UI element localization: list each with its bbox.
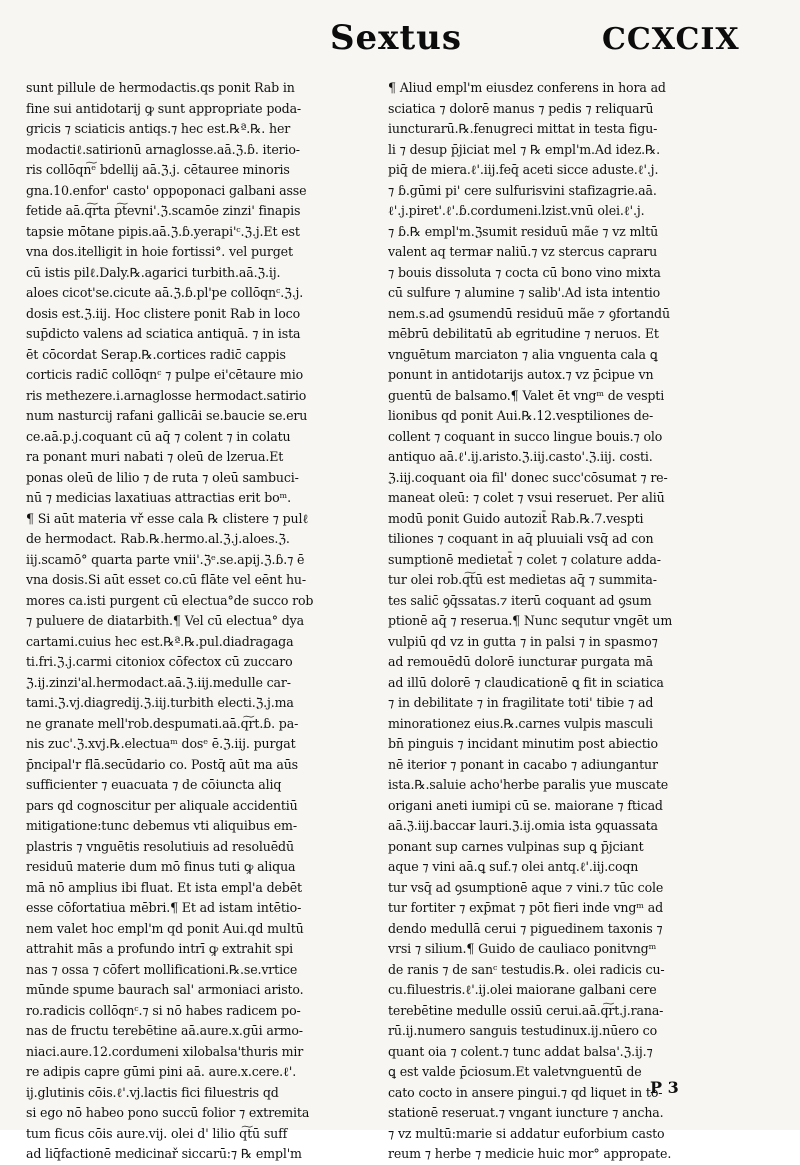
text-line: ro.radicis collōqnᶜ.⁊ si nō habes radicem po-	[26, 1002, 301, 1018]
text-line: pars qd cognoscitur per aliquale accidentiū	[26, 797, 298, 813]
text-line: ℓ'.j.piret'.ℓ'.ɓ.cordumeni.lzist.vnū olei.ℓ'.j.	[388, 203, 645, 218]
text-line: ℨ.ij.zinzi'al.hermodact.aā.ℨ.iij.medulle car-	[26, 674, 291, 690]
text-line: mores ca.isti purgent cū electua°de succo rob	[26, 592, 314, 608]
text-line: li ⁊ desup p̄jiciat mel ⁊ ℞ empl'm.Ad idez.℞.	[388, 141, 661, 157]
text-line: tapsie mōtane pipis.aā.ℨ.ɓ.yerapi'ᶜ.ℨ.j.Et est	[26, 223, 300, 239]
text-line: ad illū dolorē ⁊ claudicationē ꝗ fit in sciatica	[388, 674, 664, 690]
text-line: ponas oleū de lilio ⁊ de ruta ⁊ oleū sambuci-	[26, 469, 299, 485]
text-line: vna dos.itelligit in hoie fortissi°. vel purget	[26, 244, 293, 259]
text-line: ti.fri.ℨ.j.carmi citoniox cōfectox cū zuccaro	[26, 654, 293, 669]
text-line: cato cocto in ansere pingui.⁊ qd liquet in to-	[388, 1084, 663, 1100]
text-line: bn̄ pinguis ⁊ incidant minutim post abiectio	[388, 736, 658, 751]
text-line: nis zuc'.ℨ.xvj.℞.electuaᵐ dosᵉ ē.ℨ.iij. purgat	[26, 736, 296, 751]
folio-number: CCXCIX	[602, 22, 740, 57]
text-line: iij.scamō° quarta parte vnii'.ℨᵉ.se.apij.ℨ.ɓ.⁊ ē	[26, 551, 305, 567]
text-line: gricis ⁊ sciaticis antiqs.⁊ hec est.℞ª.℞. her	[26, 121, 291, 136]
text-line: mūnde spume baurach sal' armoniaci aristo.	[26, 982, 304, 997]
text-line: aloes cicot'se.cicute aā.ℨ.ɓ.pl'pe collōqnᶜ.ℨ.j.	[26, 285, 304, 300]
text-line: re adipis capre gūmi pini aā. aure.x.cere.ℓ'.	[26, 1064, 297, 1079]
text-line: nū ⁊ medicias laxatiuas attractias erit boᵐ.	[26, 490, 291, 505]
text-line: ptionē aq̄ ⁊ reserua.¶ Nunc sequtur vngēt um	[388, 613, 673, 628]
text-line: ij.glutinis cōis.ℓ'.vj.lactis fici filuestris qd	[26, 1084, 279, 1100]
text-line: ris methezere.i.arnaglosse hermodact.satirio	[26, 387, 307, 403]
text-line: cū istis pilℓ.Daly.℞.agarici turbith.aā.ℨ.ij.	[26, 264, 281, 280]
text-line: modactiℓ.satirionū arnaglosse.aā.ℨ.ɓ. iterio-	[26, 141, 300, 157]
text-line: ¶ Aliud empl'm eiusdez conferens in hora ad	[388, 80, 666, 95]
text-line: ⁊ in debilitate ⁊ in fragilitate toti' tibie ⁊ ad	[388, 695, 654, 710]
text-line: corticis radic̄ collōqnᶜ ⁊ pulpe ei'cētaure mio	[26, 367, 304, 382]
text-line: ponunt in antidotarijs autox.⁊ vz p̄cipue vn	[388, 367, 654, 382]
text-line: aque ⁊ vini aā.ꝗ suf.⁊ olei antq.ℓ'.iij.coqn	[388, 859, 639, 874]
text-line: ⁊ puluere de diatarbith.¶ Vel cū electua° dya	[26, 613, 304, 628]
text-line: tur olei rob.q͠tū est medietas aq̄ ⁊ summita-	[388, 572, 657, 587]
text-line: ⁊ bouis dissoluta ⁊ cocta cū bono vino mixta	[388, 264, 661, 280]
text-line: nē iterioɍ ⁊ ponant in cacabo ⁊ adiungantur	[388, 756, 658, 772]
text-line: iuncturarū.℞.fenugreci mittat in testa figu-	[388, 121, 658, 136]
text-line: terebētine medulle ossiū cerui.aā.q͠rt.j.rana-	[388, 1002, 664, 1018]
text-line: antiquo aā.ℓ'.ij.aristo.ℨ.iij.casto'.ℨ.iij. costi.	[388, 449, 653, 464]
text-line: sufficienter ⁊ euacuata ⁊ de cōiuncta aliq	[26, 777, 282, 792]
text-line: tes salic̄ ꝯq̄ssatas.⁊ iterū coquant ad ꝯsum	[388, 592, 652, 608]
text-line: ⁊ ɓ.gūmi pi' cere sulfurisvini stafizagrie.aā.	[388, 182, 657, 198]
text-line: valent aq termaɍ naliū.⁊ vz stercus capraru	[388, 244, 658, 259]
text-line: sumptionē medietat̄ ⁊ colet ⁊ colature adda-	[388, 551, 661, 567]
text-line: reum ⁊ herbe ⁊ medicie huic mor° appropate.	[388, 1146, 672, 1161]
text-line: vrsi ⁊ silium.¶ Guido de cauliaco ponitvngᵐ	[388, 941, 657, 956]
text-line: ad remouēdū dolorē iuncturaɍ purgata mā	[388, 654, 654, 669]
text-line: collent ⁊ coquant in succo lingue bouis.⁊ olo	[388, 428, 663, 444]
text-line: de hermodact. Rab.℞.hermo.al.ℨ.j.aloes.ℨ.	[26, 531, 290, 546]
text-line: quant oia ⁊ colent.⁊ tunc addat balsa'.ℨ.ij.⁊	[388, 1043, 653, 1059]
text-line: de ranis ⁊ de sanᶜ testudis.℞. olei radicis cu-	[388, 961, 665, 977]
text-line: nem valet hoc empl'm qd ponit Aui.qd multū	[26, 920, 304, 936]
text-line: vnguētum marciaton ⁊ alia vnguenta cala ꝗ	[388, 346, 658, 362]
text-line: attrahit mās a profundo intrī ꝙ extrahit spi	[26, 941, 293, 956]
text-line: ℨ.iij.coquant oia fil' donec succ'cōsumat ⁊ re-	[388, 469, 668, 485]
text-line: ce.aā.p.j.coquant cū aq̄ ⁊ colent ⁊ in colatu	[26, 428, 291, 444]
text-line: lionibus qd ponit Aui.℞.12.vesptiliones de-	[388, 408, 654, 423]
text-line: cū sulfure ⁊ alumine ⁊ salib'.Ad ista intentio	[388, 285, 661, 300]
text-line: ra ponant muri nabati ⁊ oleū de lzerua.Et	[26, 449, 284, 464]
text-line: nas de fructu terebētine aā.aure.x.gūi armo-	[26, 1023, 303, 1038]
text-line: gna.10.enfor' casto' oppoponaci galbani asse	[26, 182, 307, 198]
text-line: ponant sup carnes vulpinas sup ꝗ p̄jciant	[388, 838, 644, 854]
text-line: num nasturcij rafani gallicāi se.baucie se.eru	[26, 408, 308, 423]
text-line: vna dosis.Si aūt esset co.cū flāte vel eēnt hu-	[26, 572, 306, 587]
text-line: sunt pillule de hermodactis.qs ponit Rab in	[26, 80, 295, 95]
text-line: ris collōqn͠ᵉ bdellij aā.ℨ.j. cētauree minoris	[26, 162, 290, 177]
right-text-column	[388, 78, 760, 1165]
text-line: ⁊ vz multū:marie si addatur euforbium casto	[388, 1125, 665, 1141]
text-line: mēbrū debilitatū ab egritudine ⁊ neruos. Et	[388, 326, 659, 341]
text-line: cu.filuestris.ℓ'.ij.olei maiorane galbani cere	[388, 982, 657, 997]
text-line: niaci.aure.12.cordumeni xilobalsa'thuris mir	[26, 1043, 304, 1059]
text-line: minorationez eius.℞.carnes vulpis masculi	[388, 715, 653, 731]
text-line: fetide aā.q͠rta p͠tevni'.ℨ.scamōe zinzi' finapis	[26, 203, 301, 218]
text-line: guentū de balsamo.¶ Valet ēt vngᵐ de vespti	[388, 387, 665, 403]
text-line: piq̄ de miera.ℓ'.iij.feq̄ aceti sicce aduste.ℓ'.j.	[388, 162, 659, 177]
text-line: sciatica ⁊ dolorē manus ⁊ pedis ⁊ reliquarū	[388, 100, 654, 116]
text-line: nas ⁊ ossa ⁊ cōfert mollificationi.℞.se.vrtice	[26, 961, 298, 977]
text-line: ꝗ est valde p̄ciosum.Et valetvnguentū de	[388, 1064, 642, 1079]
running-title: Sextus	[330, 18, 463, 58]
text-line: cartami.cuius hec est.℞ª.℞.pul.diadragaga	[26, 633, 294, 649]
text-line: mā nō amplius ibi fluat. Et ista empl'a debēt	[26, 879, 302, 895]
text-line: ad liq̄factionē medicinař siccarū:⁊ ℞ empl'm	[26, 1146, 302, 1161]
text-line: modū ponit Guido autozit̄ Rab.℞.7.vespti	[388, 510, 644, 526]
text-line: tami.ℨ.vj.diagredij.ℨ.iij.turbith electi.ℨ.j.ma	[26, 695, 294, 710]
text-line: ¶ Si aūt materia vř esse cala ℞ clistere ⁊ pulℓ	[26, 510, 309, 526]
text-line: stationē reseruat.⁊ vngant iuncture ⁊ ancha.	[388, 1105, 664, 1120]
text-line: ⁊ ɓ.℞ empl'm.ℨsumit residuū mãe ⁊ vz mltū	[388, 223, 659, 239]
text-line: ne granate mell'rob.despumati.aā.q͠rt.ɓ. pa-	[26, 715, 299, 731]
text-line: dosis est.ℨ.iij. Hoc clistere ponit Rab in loco	[26, 305, 301, 321]
text-line: maneat oleū: ⁊ colet ⁊ vsui reseruet. Per aliū	[388, 490, 665, 505]
text-line: ēt cōcordat Serap.℞.cortices radic̄ cappis	[26, 346, 286, 362]
text-line: vulpiū qd vz in gutta ⁊ in palsi ⁊ in spasmo⁊	[388, 633, 658, 649]
text-line: plastris ⁊ vnguētis resolutiuis ad resoluēdū	[26, 838, 294, 854]
text-line: aā.ℨ.iij.baccaɍ lauri.ℨ.ij.omia ista ꝯquassata	[388, 818, 658, 833]
text-line: tum ficus cōis aure.vij. olei d' lilio q͠tū suff	[26, 1125, 288, 1141]
text-line: si ego nō habeo pono succū folior ⁊ extremita	[26, 1105, 310, 1120]
text-line: tur fortiter ⁊ exp̄mat ⁊ pōt fieri inde vngᵐ ad	[388, 900, 663, 915]
text-line: p̄ncipal'r flā.secūdario co. Postq̄ aūt ma aūs	[26, 756, 298, 772]
text-line: sup̄dicto valens ad sciatica antiquā. ⁊ in ista	[26, 326, 301, 341]
text-line: residuū materie dum mō finus tuti ꝙ aliqua	[26, 859, 296, 874]
text-line: mitigatione:tunc debemus vti aliquibus em-	[26, 818, 297, 833]
left-text-column	[26, 78, 390, 1165]
text-line: tiliones ⁊ coquant in aq̄ pluuiali vsq̄ ad con	[388, 531, 654, 546]
text-line: fine sui antidotarij ꝙ sunt appropriate poda-	[26, 100, 302, 116]
text-line: esse cōfortatiua mēbri.¶ Et ad istam intētio-	[26, 900, 302, 915]
text-line: dendo medullā cerui ⁊ piguedinem taxonis ⁊	[388, 920, 663, 936]
text-line: origani aneti iumipi cū se. maiorane ⁊ fticad	[388, 797, 663, 813]
signature-mark: P 3	[650, 1078, 679, 1097]
text-line: tur vsq̄ ad ꝯsumptionē aque ⁊ vini.⁊ tūc cole	[388, 879, 664, 895]
text-line: rū.ij.numero sanguis testudinux.ij.nūero co	[388, 1023, 658, 1038]
text-line: nem.s.ad ꝯsumendū residuū mãe ⁊ ꝯfortandū	[388, 305, 670, 321]
text-line: ista.℞.saluie acho'herbe paralis yue muscate	[388, 777, 669, 792]
